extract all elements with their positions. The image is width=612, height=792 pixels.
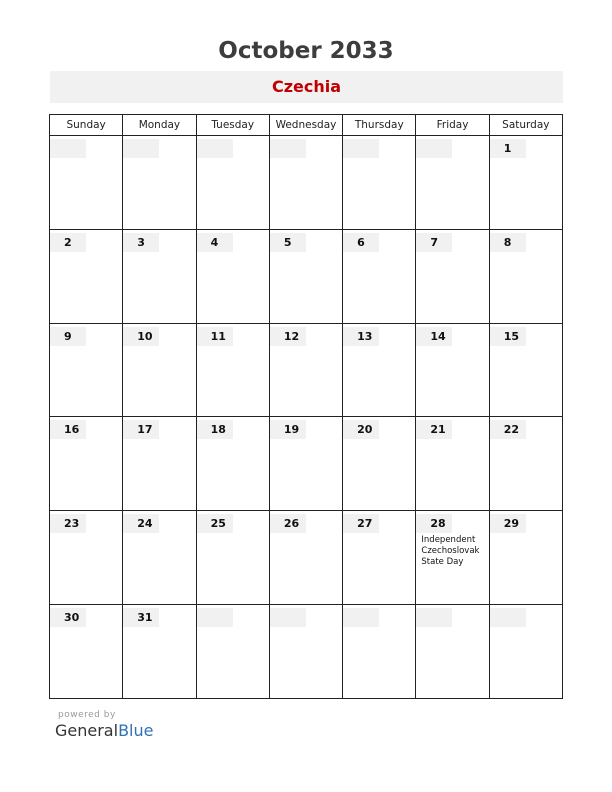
day-number: 17 xyxy=(123,420,159,439)
day-cell xyxy=(489,417,562,511)
empty-day-cell xyxy=(416,605,489,699)
empty-day-badge xyxy=(123,139,159,158)
day-number: 30 xyxy=(50,608,86,627)
day-cell xyxy=(343,511,416,605)
day-number: 26 xyxy=(270,514,306,533)
weekday-tuesday: Tuesday xyxy=(196,115,269,136)
day-number: 2 xyxy=(50,233,86,252)
empty-day-badge xyxy=(270,608,306,627)
empty-day-badge xyxy=(490,608,526,627)
brand-blue: Blue xyxy=(118,721,154,740)
day-cell xyxy=(416,511,489,605)
day-number: 11 xyxy=(197,327,233,346)
empty-day-badge xyxy=(270,139,306,158)
day-number: 4 xyxy=(197,233,233,252)
empty-day-cell xyxy=(416,136,489,230)
day-number: 16 xyxy=(50,420,86,439)
day-cell xyxy=(196,229,269,323)
country-name: Czechia xyxy=(271,77,342,96)
day-number: 20 xyxy=(343,420,379,439)
empty-day-cell xyxy=(196,605,269,699)
holiday-label: Independent Czechoslovak State Day xyxy=(421,535,480,568)
day-number: 19 xyxy=(270,420,306,439)
empty-day-cell xyxy=(489,605,562,699)
weekday-monday: Monday xyxy=(123,115,196,136)
empty-day-badge xyxy=(343,608,379,627)
day-cell xyxy=(123,323,196,417)
day-number: 5 xyxy=(270,233,306,252)
empty-day-cell xyxy=(343,605,416,699)
week-row xyxy=(50,605,563,699)
empty-day-badge xyxy=(343,139,379,158)
weekday-wednesday: Wednesday xyxy=(269,115,342,136)
day-number: 14 xyxy=(416,327,452,346)
day-number: 23 xyxy=(50,514,86,533)
day-cell xyxy=(123,417,196,511)
day-number: 27 xyxy=(343,514,379,533)
day-number: 8 xyxy=(490,233,526,252)
day-cell xyxy=(50,511,123,605)
day-cell xyxy=(343,229,416,323)
day-number: 10 xyxy=(123,327,159,346)
day-number: 22 xyxy=(490,420,526,439)
weekday-header-row xyxy=(50,115,563,136)
day-cell xyxy=(489,323,562,417)
brand-general: General xyxy=(55,721,119,740)
day-cell xyxy=(123,605,196,699)
generalblue-logo[interactable] xyxy=(55,721,153,740)
empty-day-badge xyxy=(416,139,452,158)
weekday-sunday: Sunday xyxy=(50,115,123,136)
empty-day-cell xyxy=(343,136,416,230)
powered-by-text: powered by xyxy=(58,710,116,720)
day-cell xyxy=(50,229,123,323)
day-number: 15 xyxy=(490,327,526,346)
day-number: 28 xyxy=(416,514,452,533)
day-number: 25 xyxy=(197,514,233,533)
day-number: 31 xyxy=(123,608,159,627)
day-number: 18 xyxy=(197,420,233,439)
day-cell xyxy=(196,323,269,417)
day-cell xyxy=(50,417,123,511)
day-cell xyxy=(50,605,123,699)
day-number: 6 xyxy=(343,233,379,252)
week-row xyxy=(50,229,563,323)
day-number: 9 xyxy=(50,327,86,346)
week-row xyxy=(50,511,563,605)
day-cell xyxy=(343,417,416,511)
country-banner xyxy=(50,71,563,103)
empty-day-badge xyxy=(50,139,86,158)
day-cell xyxy=(269,417,342,511)
day-number: 13 xyxy=(343,327,379,346)
empty-day-cell xyxy=(269,605,342,699)
empty-day-cell xyxy=(196,136,269,230)
weekday-friday: Friday xyxy=(416,115,489,136)
weekday-saturday: Saturday xyxy=(489,115,562,136)
calendar-body xyxy=(50,136,563,699)
day-cell xyxy=(50,323,123,417)
day-number: 24 xyxy=(123,514,159,533)
day-cell xyxy=(416,323,489,417)
day-number: 12 xyxy=(270,327,306,346)
day-cell xyxy=(343,323,416,417)
calendar-grid xyxy=(49,114,563,699)
day-cell xyxy=(269,229,342,323)
day-number: 1 xyxy=(490,139,526,158)
empty-day-cell xyxy=(50,136,123,230)
day-cell xyxy=(269,511,342,605)
day-number: 21 xyxy=(416,420,452,439)
day-cell xyxy=(123,511,196,605)
day-number: 7 xyxy=(416,233,452,252)
week-row xyxy=(50,323,563,417)
day-cell xyxy=(416,229,489,323)
day-number: 3 xyxy=(123,233,159,252)
weekday-thursday: Thursday xyxy=(343,115,416,136)
day-cell xyxy=(196,511,269,605)
empty-day-badge xyxy=(197,139,233,158)
week-row xyxy=(50,417,563,511)
day-cell xyxy=(489,229,562,323)
day-number: 29 xyxy=(490,514,526,533)
empty-day-badge xyxy=(416,608,452,627)
day-cell xyxy=(489,511,562,605)
day-cell xyxy=(123,229,196,323)
week-row xyxy=(50,136,563,230)
day-cell xyxy=(196,417,269,511)
empty-day-cell xyxy=(123,136,196,230)
calendar-title: October 2033 xyxy=(218,38,394,64)
empty-day-badge xyxy=(197,608,233,627)
empty-day-cell xyxy=(269,136,342,230)
day-cell xyxy=(489,136,562,230)
day-cell xyxy=(269,323,342,417)
day-cell xyxy=(416,417,489,511)
